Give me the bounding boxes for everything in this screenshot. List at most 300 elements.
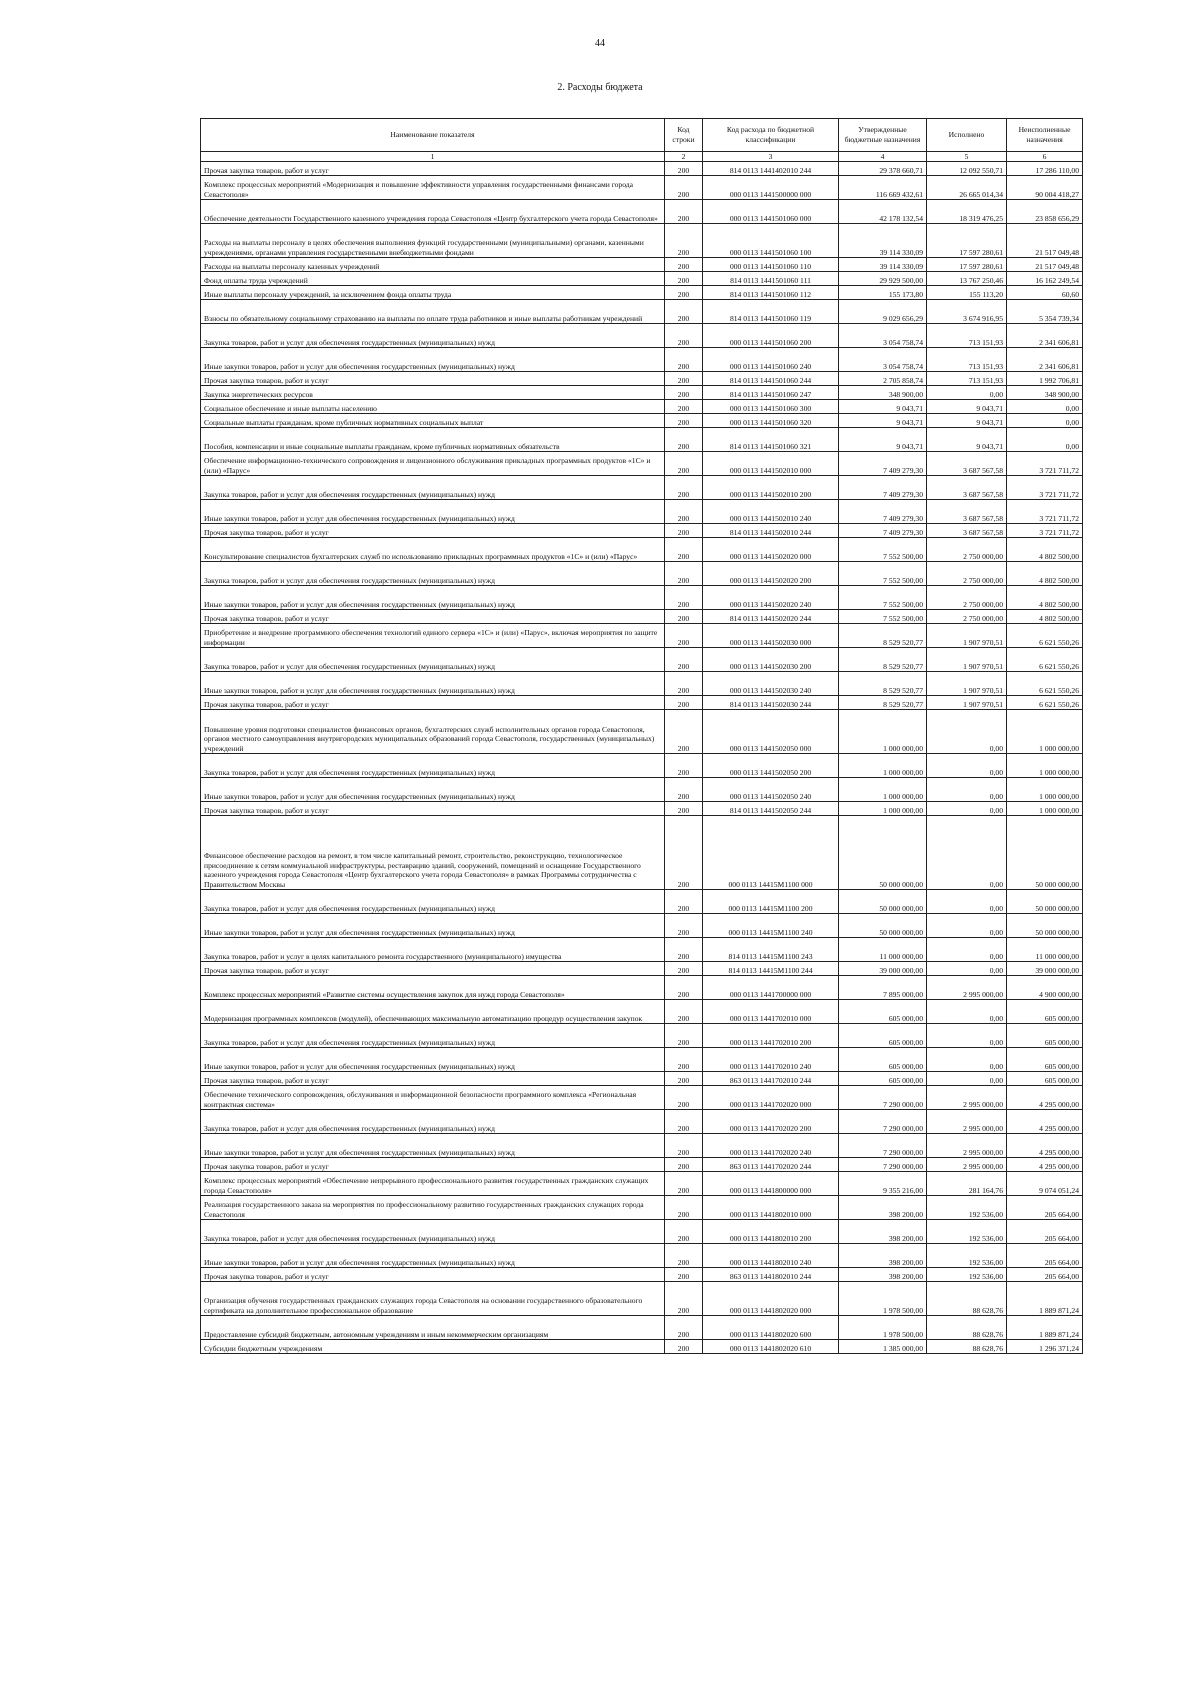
approved-amount-cell: 8 529 520,77 <box>839 696 927 710</box>
line-code-cell: 200 <box>665 1086 703 1110</box>
unexecuted-amount-cell: 205 664,00 <box>1007 1268 1083 1282</box>
approved-amount-cell: 39 114 330,09 <box>839 258 927 272</box>
unexecuted-amount-cell: 50 000 000,00 <box>1007 914 1083 938</box>
classification-code-cell: 000 0113 1441502050 200 <box>703 754 839 778</box>
executed-amount-cell: 2 750 000,00 <box>927 562 1007 586</box>
line-code-cell: 200 <box>665 816 703 890</box>
table-row <box>201 524 1083 538</box>
indicator-name-cell: Пособия, компенсации и иные социальные выплаты гражданам, кроме публичных нормативных обязательств <box>201 428 665 452</box>
column-number: 4 <box>839 152 927 162</box>
indicator-name-cell: Закупка товаров, работ и услуг в целях капитального ремонта государственного (муниципального) имущества <box>201 938 665 962</box>
approved-amount-cell: 1 000 000,00 <box>839 778 927 802</box>
indicator-name-cell: Прочая закупка товаров, работ и услуг <box>201 962 665 976</box>
table-row <box>201 400 1083 414</box>
indicator-name-cell: Закупка товаров, работ и услуг для обеспечения государственных (муниципальных) нужд <box>201 476 665 500</box>
approved-amount-cell: 7 552 500,00 <box>839 610 927 624</box>
table-row <box>201 1268 1083 1282</box>
unexecuted-amount-cell: 4 295 000,00 <box>1007 1158 1083 1172</box>
table-row <box>201 1340 1083 1354</box>
table-body <box>201 162 1083 1354</box>
line-code-cell: 200 <box>665 386 703 400</box>
line-code-cell: 200 <box>665 1282 703 1316</box>
line-code-cell: 200 <box>665 428 703 452</box>
approved-amount-cell: 39 114 330,09 <box>839 224 927 258</box>
executed-amount-cell: 2 995 000,00 <box>927 1158 1007 1172</box>
page-number: 44 <box>595 38 605 49</box>
unexecuted-amount-cell: 16 162 249,54 <box>1007 272 1083 286</box>
executed-amount-cell: 0,00 <box>927 754 1007 778</box>
line-code-cell: 200 <box>665 452 703 476</box>
classification-code-cell: 000 0113 1441802010 200 <box>703 1220 839 1244</box>
approved-amount-cell: 29 378 660,71 <box>839 162 927 176</box>
line-code-cell: 200 <box>665 962 703 976</box>
executed-amount-cell: 0,00 <box>927 386 1007 400</box>
header-line-code: Код строки <box>665 119 703 152</box>
approved-amount-cell: 29 929 500,00 <box>839 272 927 286</box>
table-row <box>201 976 1083 1000</box>
table-row <box>201 300 1083 324</box>
classification-code-cell: 000 0113 1441800000 000 <box>703 1172 839 1196</box>
approved-amount-cell: 9 029 656,29 <box>839 300 927 324</box>
line-code-cell: 200 <box>665 300 703 324</box>
unexecuted-amount-cell: 9 074 051,24 <box>1007 1172 1083 1196</box>
indicator-name-cell: Закупка энергетических ресурсов <box>201 386 665 400</box>
unexecuted-amount-cell: 605 000,00 <box>1007 1000 1083 1024</box>
approved-amount-cell: 605 000,00 <box>839 1072 927 1086</box>
approved-amount-cell: 1 000 000,00 <box>839 754 927 778</box>
line-code-cell: 200 <box>665 1134 703 1158</box>
classification-code-cell: 000 0113 1441502010 240 <box>703 500 839 524</box>
executed-amount-cell: 2 995 000,00 <box>927 1086 1007 1110</box>
classification-code-cell: 000 0113 1441501060 320 <box>703 414 839 428</box>
unexecuted-amount-cell: 0,00 <box>1007 400 1083 414</box>
indicator-name-cell: Закупка товаров, работ и услуг для обеспечения государственных (муниципальных) нужд <box>201 890 665 914</box>
line-code-cell: 200 <box>665 1072 703 1086</box>
table-row <box>201 802 1083 816</box>
table-row <box>201 962 1083 976</box>
line-code-cell: 200 <box>665 914 703 938</box>
header-unexecuted: Неисполненные назначения <box>1007 119 1083 152</box>
unexecuted-amount-cell: 205 664,00 <box>1007 1244 1083 1268</box>
line-code-cell: 200 <box>665 624 703 648</box>
approved-amount-cell: 1 385 000,00 <box>839 1340 927 1354</box>
classification-code-cell: 000 0113 1441502030 000 <box>703 624 839 648</box>
table-row <box>201 1196 1083 1220</box>
unexecuted-amount-cell: 60,60 <box>1007 286 1083 300</box>
unexecuted-amount-cell: 50 000 000,00 <box>1007 816 1083 890</box>
unexecuted-amount-cell: 605 000,00 <box>1007 1024 1083 1048</box>
line-code-cell: 200 <box>665 938 703 962</box>
classification-code-cell: 814 0113 1441501060 119 <box>703 300 839 324</box>
classification-code-cell: 000 0113 1441802020 000 <box>703 1282 839 1316</box>
unexecuted-amount-cell: 605 000,00 <box>1007 1072 1083 1086</box>
executed-amount-cell: 0,00 <box>927 1048 1007 1072</box>
approved-amount-cell: 7 290 000,00 <box>839 1134 927 1158</box>
executed-amount-cell: 0,00 <box>927 914 1007 938</box>
executed-amount-cell: 9 043,71 <box>927 414 1007 428</box>
classification-code-cell: 814 0113 14415М1100 243 <box>703 938 839 962</box>
table-row <box>201 452 1083 476</box>
executed-amount-cell: 3 687 567,58 <box>927 476 1007 500</box>
line-code-cell: 200 <box>665 778 703 802</box>
executed-amount-cell: 192 536,00 <box>927 1268 1007 1282</box>
executed-amount-cell: 17 597 280,61 <box>927 224 1007 258</box>
classification-code-cell: 863 0113 1441702010 244 <box>703 1072 839 1086</box>
approved-amount-cell: 7 409 279,30 <box>839 476 927 500</box>
line-code-cell: 200 <box>665 1158 703 1172</box>
approved-amount-cell: 7 290 000,00 <box>839 1110 927 1134</box>
unexecuted-amount-cell: 6 621 550,26 <box>1007 624 1083 648</box>
table-row <box>201 200 1083 224</box>
approved-amount-cell: 398 200,00 <box>839 1268 927 1282</box>
header-executed: Исполнено <box>927 119 1007 152</box>
unexecuted-amount-cell: 1 000 000,00 <box>1007 710 1083 754</box>
indicator-name-cell: Прочая закупка товаров, работ и услуг <box>201 162 665 176</box>
indicator-name-cell: Финансовое обеспечение расходов на ремонт, в том числе капитальный ремонт, строительство, реконструкцию, технологическое присоединение к сетям коммунальной инфраструктуры, реставрацию зданий, сооружений, помещений и оснащение Государственного казенного учреждения города Севастополя «Центр бухгалтерского учета города Севастополя» в рамках Программы сотрудничества с Правительством Москвы <box>201 816 665 890</box>
indicator-name-cell: Фонд оплаты труда учреждений <box>201 272 665 286</box>
line-code-cell: 200 <box>665 890 703 914</box>
indicator-name-cell: Комплекс процессных мероприятий «Модернизация и повышение эффективности управления государственными финансами города Севастополя» <box>201 176 665 200</box>
classification-code-cell: 000 0113 1441802010 240 <box>703 1244 839 1268</box>
classification-code-cell: 000 0113 1441501060 110 <box>703 258 839 272</box>
table-header-row <box>201 119 1083 152</box>
approved-amount-cell: 8 529 520,77 <box>839 624 927 648</box>
approved-amount-cell: 11 000 000,00 <box>839 938 927 962</box>
classification-code-cell: 000 0113 1441501060 240 <box>703 348 839 372</box>
approved-amount-cell: 605 000,00 <box>839 1048 927 1072</box>
unexecuted-amount-cell: 11 000 000,00 <box>1007 938 1083 962</box>
indicator-name-cell: Прочая закупка товаров, работ и услуг <box>201 696 665 710</box>
classification-code-cell: 000 0113 1441502030 200 <box>703 648 839 672</box>
line-code-cell: 200 <box>665 710 703 754</box>
classification-code-cell: 000 0113 1441802010 000 <box>703 1196 839 1220</box>
executed-amount-cell: 88 628,76 <box>927 1340 1007 1354</box>
line-code-cell: 200 <box>665 1110 703 1134</box>
approved-amount-cell: 9 043,71 <box>839 400 927 414</box>
approved-amount-cell: 7 409 279,30 <box>839 452 927 476</box>
approved-amount-cell: 8 529 520,77 <box>839 672 927 696</box>
classification-code-cell: 814 0113 1441501060 244 <box>703 372 839 386</box>
classification-code-cell: 814 0113 1441501060 112 <box>703 286 839 300</box>
classification-code-cell: 000 0113 1441502050 000 <box>703 710 839 754</box>
indicator-name-cell: Прочая закупка товаров, работ и услуг <box>201 372 665 386</box>
executed-amount-cell: 713 151,93 <box>927 372 1007 386</box>
classification-code-cell: 814 0113 1441502010 244 <box>703 524 839 538</box>
table-row <box>201 414 1083 428</box>
executed-amount-cell: 17 597 280,61 <box>927 258 1007 272</box>
line-code-cell: 200 <box>665 538 703 562</box>
table-row <box>201 224 1083 258</box>
table-row <box>201 258 1083 272</box>
classification-code-cell: 814 0113 1441502030 244 <box>703 696 839 710</box>
approved-amount-cell: 7 552 500,00 <box>839 586 927 610</box>
executed-amount-cell: 192 536,00 <box>927 1220 1007 1244</box>
unexecuted-amount-cell: 50 000 000,00 <box>1007 890 1083 914</box>
indicator-name-cell: Прочая закупка товаров, работ и услуг <box>201 1268 665 1282</box>
line-code-cell: 200 <box>665 1244 703 1268</box>
approved-amount-cell: 605 000,00 <box>839 1000 927 1024</box>
classification-code-cell: 000 0113 14415М1100 200 <box>703 890 839 914</box>
indicator-name-cell: Иные закупки товаров, работ и услуг для обеспечения государственных (муниципальных) нужд <box>201 672 665 696</box>
unexecuted-amount-cell: 17 286 110,00 <box>1007 162 1083 176</box>
line-code-cell: 200 <box>665 162 703 176</box>
table-row <box>201 348 1083 372</box>
approved-amount-cell: 2 705 858,74 <box>839 372 927 386</box>
line-code-cell: 200 <box>665 1000 703 1024</box>
approved-amount-cell: 1 978 500,00 <box>839 1316 927 1340</box>
expenditure-table <box>200 118 1083 1354</box>
approved-amount-cell: 7 552 500,00 <box>839 538 927 562</box>
indicator-name-cell: Закупка товаров, работ и услуг для обеспечения государственных (муниципальных) нужд <box>201 1110 665 1134</box>
executed-amount-cell: 26 665 014,34 <box>927 176 1007 200</box>
executed-amount-cell: 192 536,00 <box>927 1244 1007 1268</box>
line-code-cell: 200 <box>665 476 703 500</box>
classification-code-cell: 863 0113 1441802010 244 <box>703 1268 839 1282</box>
indicator-name-cell: Расходы на выплаты персоналу казенных учреждений <box>201 258 665 272</box>
executed-amount-cell: 2 995 000,00 <box>927 1110 1007 1134</box>
unexecuted-amount-cell: 1 992 706,81 <box>1007 372 1083 386</box>
table-row <box>201 648 1083 672</box>
unexecuted-amount-cell: 3 721 711,72 <box>1007 500 1083 524</box>
approved-amount-cell: 7 290 000,00 <box>839 1158 927 1172</box>
unexecuted-amount-cell: 205 664,00 <box>1007 1196 1083 1220</box>
table-row <box>201 710 1083 754</box>
table-row <box>201 1072 1083 1086</box>
unexecuted-amount-cell: 23 858 656,29 <box>1007 200 1083 224</box>
unexecuted-amount-cell: 205 664,00 <box>1007 1220 1083 1244</box>
line-code-cell: 200 <box>665 200 703 224</box>
indicator-name-cell: Закупка товаров, работ и услуг для обеспечения государственных (муниципальных) нужд <box>201 1024 665 1048</box>
executed-amount-cell: 0,00 <box>927 778 1007 802</box>
unexecuted-amount-cell: 1 296 371,24 <box>1007 1340 1083 1354</box>
line-code-cell: 200 <box>665 324 703 348</box>
unexecuted-amount-cell: 348 900,00 <box>1007 386 1083 400</box>
executed-amount-cell: 12 092 550,71 <box>927 162 1007 176</box>
classification-code-cell: 000 0113 1441502010 000 <box>703 452 839 476</box>
unexecuted-amount-cell: 2 341 606,81 <box>1007 348 1083 372</box>
indicator-name-cell: Закупка товаров, работ и услуг для обеспечения государственных (муниципальных) нужд <box>201 324 665 348</box>
approved-amount-cell: 7 895 000,00 <box>839 976 927 1000</box>
indicator-name-cell: Иные закупки товаров, работ и услуг для обеспечения государственных (муниципальных) нужд <box>201 500 665 524</box>
classification-code-cell: 000 0113 1441802020 600 <box>703 1316 839 1340</box>
approved-amount-cell: 1 000 000,00 <box>839 710 927 754</box>
approved-amount-cell: 50 000 000,00 <box>839 914 927 938</box>
classification-code-cell: 000 0113 1441702020 200 <box>703 1110 839 1134</box>
classification-code-cell: 000 0113 1441700000 000 <box>703 976 839 1000</box>
unexecuted-amount-cell: 6 621 550,26 <box>1007 648 1083 672</box>
classification-code-cell: 000 0113 1441702020 240 <box>703 1134 839 1158</box>
executed-amount-cell: 2 995 000,00 <box>927 976 1007 1000</box>
executed-amount-cell: 0,00 <box>927 1000 1007 1024</box>
executed-amount-cell: 2 750 000,00 <box>927 586 1007 610</box>
executed-amount-cell: 281 164,76 <box>927 1172 1007 1196</box>
classification-code-cell: 000 0113 1441802020 610 <box>703 1340 839 1354</box>
indicator-name-cell: Закупка товаров, работ и услуг для обеспечения государственных (муниципальных) нужд <box>201 562 665 586</box>
classification-code-cell: 000 0113 1441702010 200 <box>703 1024 839 1048</box>
classification-code-cell: 000 0113 1441502010 200 <box>703 476 839 500</box>
approved-amount-cell: 398 200,00 <box>839 1220 927 1244</box>
line-code-cell: 200 <box>665 176 703 200</box>
unexecuted-amount-cell: 2 341 606,81 <box>1007 324 1083 348</box>
unexecuted-amount-cell: 1 889 871,24 <box>1007 1282 1083 1316</box>
executed-amount-cell: 192 536,00 <box>927 1196 1007 1220</box>
line-code-cell: 200 <box>665 348 703 372</box>
indicator-name-cell: Иные закупки товаров, работ и услуг для обеспечения государственных (муниципальных) нужд <box>201 914 665 938</box>
line-code-cell: 200 <box>665 976 703 1000</box>
classification-code-cell: 000 0113 1441502020 200 <box>703 562 839 586</box>
classification-code-cell: 000 0113 1441501060 200 <box>703 324 839 348</box>
table-row <box>201 1282 1083 1316</box>
column-number: 1 <box>201 152 665 162</box>
table-row <box>201 1220 1083 1244</box>
unexecuted-amount-cell: 5 354 739,34 <box>1007 300 1083 324</box>
unexecuted-amount-cell: 0,00 <box>1007 414 1083 428</box>
line-code-cell: 200 <box>665 696 703 710</box>
approved-amount-cell: 42 178 132,54 <box>839 200 927 224</box>
line-code-cell: 200 <box>665 272 703 286</box>
approved-amount-cell: 348 900,00 <box>839 386 927 400</box>
executed-amount-cell: 13 767 250,46 <box>927 272 1007 286</box>
table-row <box>201 500 1083 524</box>
indicator-name-cell: Организация обучения государственных гражданских служащих города Севастополя на основании государственного образовательного сертификата на дополнительное профессиональное образование <box>201 1282 665 1316</box>
classification-code-cell: 000 0113 1441702010 240 <box>703 1048 839 1072</box>
executed-amount-cell: 0,00 <box>927 938 1007 962</box>
classification-code-cell: 000 0113 1441502030 240 <box>703 672 839 696</box>
classification-code-cell: 814 0113 1441502050 244 <box>703 802 839 816</box>
indicator-name-cell: Иные закупки товаров, работ и услуг для обеспечения государственных (муниципальных) нужд <box>201 1048 665 1072</box>
indicator-name-cell: Иные закупки товаров, работ и услуг для обеспечения государственных (муниципальных) нужд <box>201 778 665 802</box>
indicator-name-cell: Консультирование специалистов бухгалтерских служб по использованию прикладных программных продуктов «1С» и (или) «Парус» <box>201 538 665 562</box>
indicator-name-cell: Социальные выплаты гражданам, кроме публичных нормативных социальных выплат <box>201 414 665 428</box>
classification-code-cell: 863 0113 1441702020 244 <box>703 1158 839 1172</box>
header-classification-code: Код расхода по бюджетной классификации <box>703 119 839 152</box>
classification-code-cell: 814 0113 1441501060 247 <box>703 386 839 400</box>
indicator-name-cell: Прочая закупка товаров, работ и услуг <box>201 1072 665 1086</box>
approved-amount-cell: 9 043,71 <box>839 414 927 428</box>
classification-code-cell: 000 0113 1441502020 000 <box>703 538 839 562</box>
classification-code-cell: 814 0113 1441402010 244 <box>703 162 839 176</box>
indicator-name-cell: Иные закупки товаров, работ и услуг для обеспечения государственных (муниципальных) нужд <box>201 348 665 372</box>
line-code-cell: 200 <box>665 524 703 538</box>
unexecuted-amount-cell: 3 721 711,72 <box>1007 476 1083 500</box>
executed-amount-cell: 1 907 970,51 <box>927 696 1007 710</box>
table-row <box>201 538 1083 562</box>
table-row <box>201 938 1083 962</box>
indicator-name-cell: Иные закупки товаров, работ и услуг для обеспечения государственных (муниципальных) нужд <box>201 586 665 610</box>
unexecuted-amount-cell: 4 802 500,00 <box>1007 586 1083 610</box>
unexecuted-amount-cell: 21 517 049,48 <box>1007 224 1083 258</box>
indicator-name-cell: Прочая закупка товаров, работ и услуг <box>201 524 665 538</box>
approved-amount-cell: 9 355 216,00 <box>839 1172 927 1196</box>
classification-code-cell: 000 0113 1441502050 240 <box>703 778 839 802</box>
line-code-cell: 200 <box>665 414 703 428</box>
approved-amount-cell: 7 552 500,00 <box>839 562 927 586</box>
unexecuted-amount-cell: 4 295 000,00 <box>1007 1134 1083 1158</box>
classification-code-cell: 000 0113 14415М1100 240 <box>703 914 839 938</box>
indicator-name-cell: Прочая закупка товаров, работ и услуг <box>201 1158 665 1172</box>
executed-amount-cell: 0,00 <box>927 1072 1007 1086</box>
table-row <box>201 610 1083 624</box>
unexecuted-amount-cell: 90 004 418,27 <box>1007 176 1083 200</box>
table-row <box>201 386 1083 400</box>
column-number: 6 <box>1007 152 1083 162</box>
indicator-name-cell: Комплекс процессных мероприятий «Обеспечение непрерывного профессионального развития государственных гражданских служащих города Севастополя» <box>201 1172 665 1196</box>
table-row <box>201 1000 1083 1024</box>
line-code-cell: 200 <box>665 286 703 300</box>
unexecuted-amount-cell: 1 000 000,00 <box>1007 778 1083 802</box>
unexecuted-amount-cell: 4 295 000,00 <box>1007 1086 1083 1110</box>
indicator-name-cell: Модернизация программных комплексов (модулей), обеспечивающих максимальную автоматизацию процедур осуществления закупок <box>201 1000 665 1024</box>
classification-code-cell: 814 0113 1441502020 244 <box>703 610 839 624</box>
approved-amount-cell: 155 173,80 <box>839 286 927 300</box>
table-row <box>201 696 1083 710</box>
approved-amount-cell: 116 669 432,61 <box>839 176 927 200</box>
unexecuted-amount-cell: 1 000 000,00 <box>1007 802 1083 816</box>
line-code-cell: 200 <box>665 1268 703 1282</box>
executed-amount-cell: 3 687 567,58 <box>927 500 1007 524</box>
line-code-cell: 200 <box>665 500 703 524</box>
indicator-name-cell: Социальное обеспечение и иные выплаты населению <box>201 400 665 414</box>
executed-amount-cell: 3 674 916,95 <box>927 300 1007 324</box>
line-code-cell: 200 <box>665 1316 703 1340</box>
unexecuted-amount-cell: 4 900 000,00 <box>1007 976 1083 1000</box>
table-row <box>201 1024 1083 1048</box>
approved-amount-cell: 39 000 000,00 <box>839 962 927 976</box>
indicator-name-cell: Прочая закупка товаров, работ и услуг <box>201 802 665 816</box>
indicator-name-cell: Закупка товаров, работ и услуг для обеспечения государственных (муниципальных) нужд <box>201 1220 665 1244</box>
classification-code-cell: 000 0113 1441501060 100 <box>703 224 839 258</box>
executed-amount-cell: 9 043,71 <box>927 400 1007 414</box>
unexecuted-amount-cell: 6 621 550,26 <box>1007 672 1083 696</box>
unexecuted-amount-cell: 39 000 000,00 <box>1007 962 1083 976</box>
executed-amount-cell: 0,00 <box>927 1024 1007 1048</box>
table-row <box>201 1244 1083 1268</box>
table-row <box>201 176 1083 200</box>
table-row <box>201 914 1083 938</box>
classification-code-cell: 000 0113 1441501060 300 <box>703 400 839 414</box>
indicator-name-cell: Иные выплаты персоналу учреждений, за исключением фонда оплаты труда <box>201 286 665 300</box>
table-row <box>201 1172 1083 1196</box>
classification-code-cell: 000 0113 1441702020 000 <box>703 1086 839 1110</box>
line-code-cell: 200 <box>665 1024 703 1048</box>
indicator-name-cell: Повышение уровня подготовки специалистов финансовых органов, бухгалтерских служб исполнительных органов города Севастополя, органов местного самоуправления внутригородских муниципальных образований города Севастополя, государственных (муниципальных) учреждений <box>201 710 665 754</box>
executed-amount-cell: 713 151,93 <box>927 324 1007 348</box>
table-row <box>201 586 1083 610</box>
table-row <box>201 672 1083 696</box>
line-code-cell: 200 <box>665 610 703 624</box>
classification-code-cell: 000 0113 1441501060 000 <box>703 200 839 224</box>
column-number: 2 <box>665 152 703 162</box>
approved-amount-cell: 9 043,71 <box>839 428 927 452</box>
table-row <box>201 624 1083 648</box>
line-code-cell: 200 <box>665 372 703 386</box>
approved-amount-cell: 7 409 279,30 <box>839 500 927 524</box>
executed-amount-cell: 3 687 567,58 <box>927 524 1007 538</box>
approved-amount-cell: 50 000 000,00 <box>839 816 927 890</box>
approved-amount-cell: 7 290 000,00 <box>839 1086 927 1110</box>
table-row <box>201 1158 1083 1172</box>
executed-amount-cell: 88 628,76 <box>927 1316 1007 1340</box>
indicator-name-cell: Субсидии бюджетным учреждениям <box>201 1340 665 1354</box>
executed-amount-cell: 155 113,20 <box>927 286 1007 300</box>
unexecuted-amount-cell: 4 802 500,00 <box>1007 538 1083 562</box>
classification-code-cell: 000 0113 1441500000 000 <box>703 176 839 200</box>
column-number-row <box>201 152 1083 162</box>
line-code-cell: 200 <box>665 224 703 258</box>
approved-amount-cell: 398 200,00 <box>839 1196 927 1220</box>
indicator-name-cell: Взносы по обязательному социальному страхованию на выплаты по оплате труда работников и иные выплаты работникам учреждений <box>201 300 665 324</box>
table-row <box>201 816 1083 890</box>
